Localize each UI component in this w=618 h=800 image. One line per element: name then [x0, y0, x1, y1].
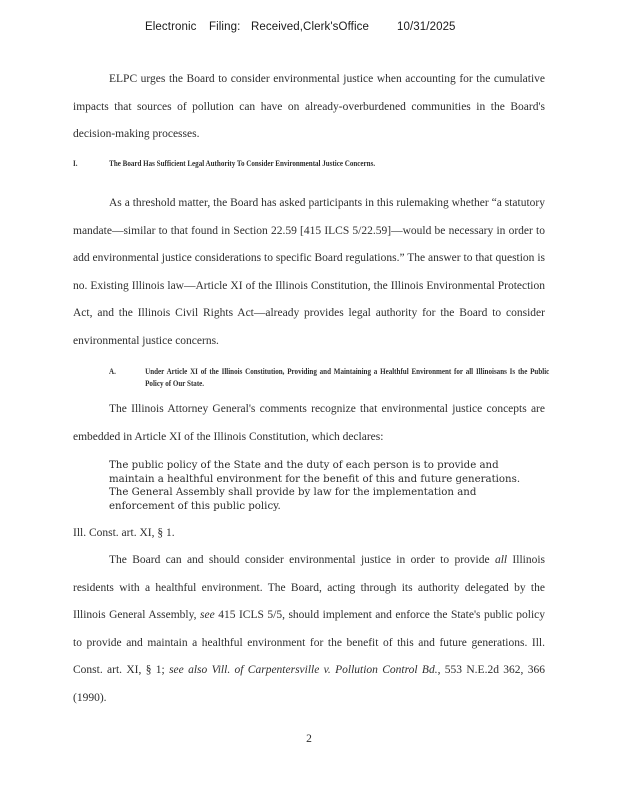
- header-received: Received,Clerk'sOffice: [251, 21, 369, 33]
- threshold-paragraph: As a threshold matter, the Board has asked participants in this rulemaking whether “a statutory mandate—similar to that found in Section 22.59 [415 ILCS 5/22.59]—would be necessary in order to add environmental justice considerations to specific Board regulations.” The answer to that question is no. Existing Illinois law—Article XI of the Illinois Constitution, the Illinois Environmental Protection Act, and the Illinois Civil Rights Act—already provides legal authority for the Board to consider environmental justice concerns.: [73, 197, 545, 347]
- intro-paragraph: ELPC urges the Board to consider environmental justice when accounting for the cumulative impacts that sources of pollution can have on already-overburdened communities in the Board's decision-making processes.: [73, 73, 545, 140]
- p4-text-2: Illinois residents with a healthful environment. The Board, acting through its authority delegated by the Illinois General Assembly,: [73, 554, 545, 621]
- heading-1-text: The Board Has Sufficient Legal Authority To Consider Environmental Justice Concerns.: [109, 159, 376, 168]
- p4-emphasis-see: see: [200, 609, 215, 621]
- board-authority-paragraph: [73, 547, 545, 712]
- heading-a-number: A.: [109, 367, 116, 376]
- p4-text-4: , 553 N.E.2d 362, 366 (1990).: [73, 664, 545, 704]
- heading-1-number: I.: [73, 159, 78, 168]
- header-filing: Filing:: [209, 21, 241, 33]
- header-date: 10/31/2025: [397, 21, 456, 33]
- header-electronic: Electronic: [145, 21, 197, 33]
- constitution-block-quote: The public policy of the State and the duty of each person is to provide and maintain a healthful environment for the benefit of this and future generations. The General Assembly shall provide by law for the implementation and enforcement of this public policy.: [109, 460, 521, 512]
- page-number: 2: [306, 733, 312, 745]
- p4-case-citation: see also Vill. of Carpentersville v. Pollution Control Bd.: [169, 664, 438, 676]
- p4-text-1: The Board can and should consider environmental justice in order to provide: [109, 554, 495, 566]
- p4-emphasis-all: all: [494, 554, 508, 566]
- attorney-general-paragraph: The Illinois Attorney General's comments recognize that environmental justice concepts are embedded in Article XI of the Illinois Constitution, which declares:: [73, 403, 545, 443]
- p4-text-3: 415 ICLS 5/5, should implement and enforce the State's public policy to provide and maintain a healthful environment for the benefit of this and future generations. Ill. Const. art. XI, § 1;: [73, 609, 545, 676]
- heading-a-text: Under Article XI of the Illinois Constitution, Providing and Maintaining a Healthful Environment for all Illinoisans Is the Public Policy of Our State.: [145, 367, 550, 388]
- quote-citation: Ill. Const. art. XI, § 1.: [73, 527, 175, 539]
